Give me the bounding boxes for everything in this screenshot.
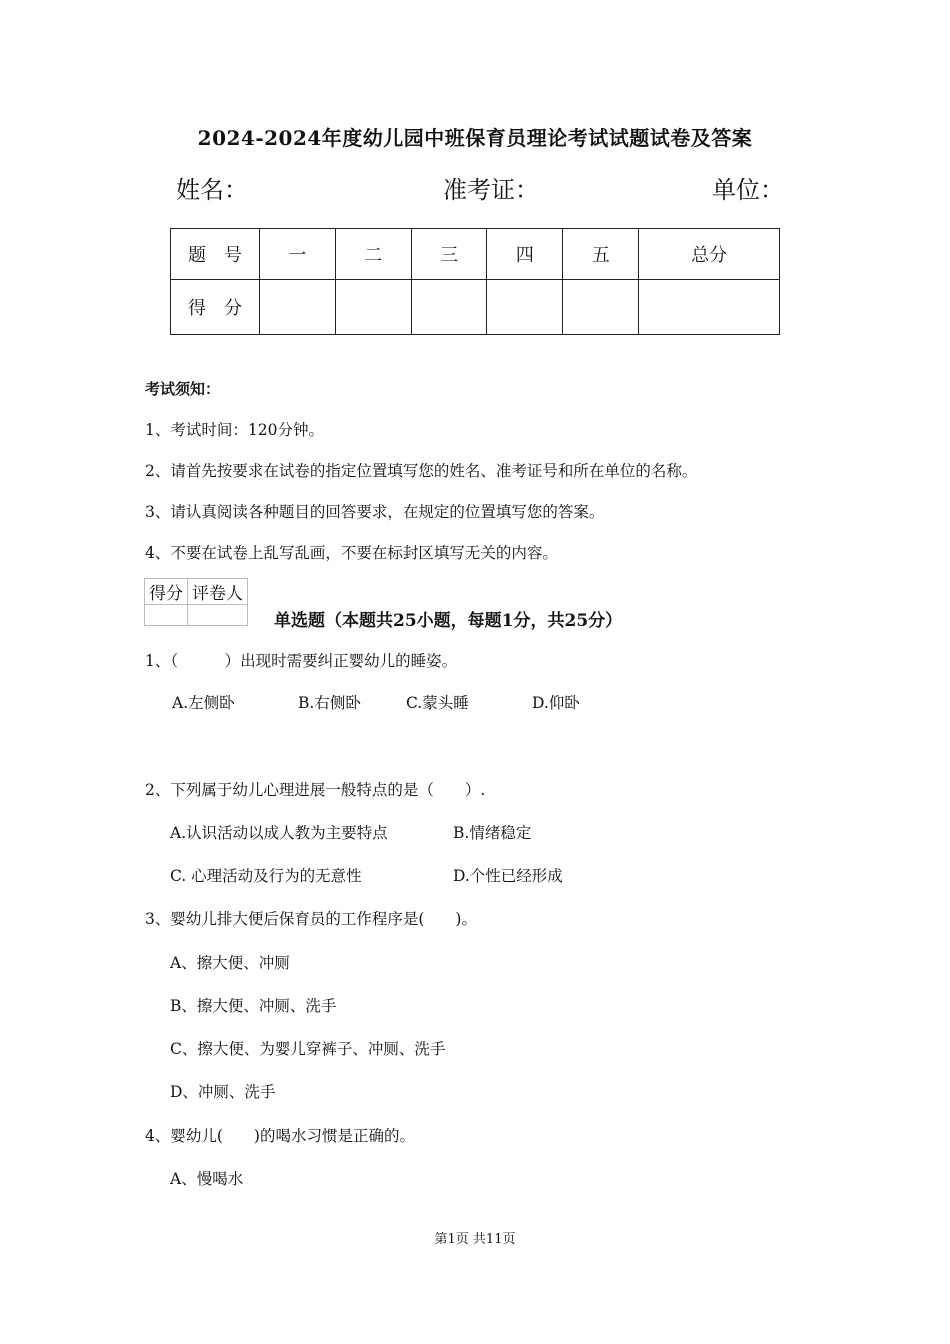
question-stem: 1、（ ）出现时需要纠正婴幼儿的睡姿。	[145, 652, 458, 670]
score-row-label: 得 分	[171, 280, 260, 335]
question-option: A、慢喝水	[170, 1170, 244, 1188]
question-option: A、擦大便、冲厕	[170, 954, 290, 972]
grader-score-cell[interactable]	[145, 605, 188, 626]
score-entry-cell[interactable]	[260, 280, 336, 335]
score-entry-cell[interactable]	[411, 280, 487, 335]
question-option: D、冲厕、洗手	[170, 1083, 276, 1101]
question-stem: 2、下列属于幼儿心理进展一般特点的是（ ）.	[145, 781, 486, 799]
question-option: A.认识活动以成人教为主要特点	[170, 824, 388, 842]
score-entry-cell[interactable]	[487, 280, 563, 335]
question-option: A.左侧卧	[172, 694, 235, 712]
score-table-cell: 二	[335, 229, 411, 280]
score-table-cell: 五	[563, 229, 639, 280]
notice-title: 考试须知：	[145, 380, 221, 398]
section-title: 单选题（本题共25小题，每题1分，共25分）	[274, 611, 623, 631]
score-table-header-row	[171, 229, 780, 280]
question-option: C、擦大便、为婴儿穿裤子、冲厕、洗手	[170, 1040, 446, 1058]
score-table-score-row	[171, 280, 780, 335]
score-table-cell: 题 号	[171, 229, 260, 280]
page-footer: 第1页 共11页	[434, 1232, 516, 1247]
score-entry-cell[interactable]	[335, 280, 411, 335]
score-table-cell: 四	[487, 229, 563, 280]
question-option: B.情绪稳定	[453, 824, 532, 842]
grader-reviewer-label: 评卷人	[188, 579, 248, 605]
name-field-label: 姓名：	[176, 176, 248, 204]
page-title: 2024-2024年度幼儿园中班保育员理论考试试题试卷及答案	[197, 126, 753, 150]
grader-reviewer-cell[interactable]	[188, 605, 248, 626]
question-option: B、擦大便、冲厕、洗手	[170, 997, 337, 1015]
score-entry-cell[interactable]	[563, 280, 639, 335]
notice-item: 4、不要在试卷上乱写乱画，不要在标封区填写无关的内容。	[145, 544, 558, 562]
score-entry-cell[interactable]	[639, 280, 780, 335]
score-table-cell: 总分	[639, 229, 780, 280]
question-option: D.仰卧	[532, 694, 580, 712]
question-stem: 3、婴幼儿排大便后保育员的工作程序是( )。	[145, 910, 477, 928]
unit-field-label: 单位：	[712, 176, 784, 204]
score-table-cell: 一	[260, 229, 336, 280]
score-table	[170, 228, 780, 335]
grader-score-label: 得分	[145, 579, 188, 605]
question-option: B.右侧卧	[298, 694, 361, 712]
question-stem: 4、婴幼儿( )的喝水习惯是正确的。	[145, 1127, 415, 1145]
exam-id-field-label: 准考证：	[443, 176, 539, 204]
question-option: D.个性已经形成	[453, 867, 563, 885]
notice-item: 2、请首先按要求在试卷的指定位置填写您的姓名、准考证号和所在单位的名称。	[145, 462, 698, 480]
notice-item: 3、请认真阅读各种题目的回答要求，在规定的位置填写您的答案。	[145, 503, 605, 521]
question-option: C.蒙头睡	[406, 694, 469, 712]
question-option: C. 心理活动及行为的无意性	[170, 867, 362, 885]
notice-item: 1、考试时间：120分钟。	[145, 421, 324, 439]
score-table-cell: 三	[411, 229, 487, 280]
grader-box	[144, 578, 248, 626]
